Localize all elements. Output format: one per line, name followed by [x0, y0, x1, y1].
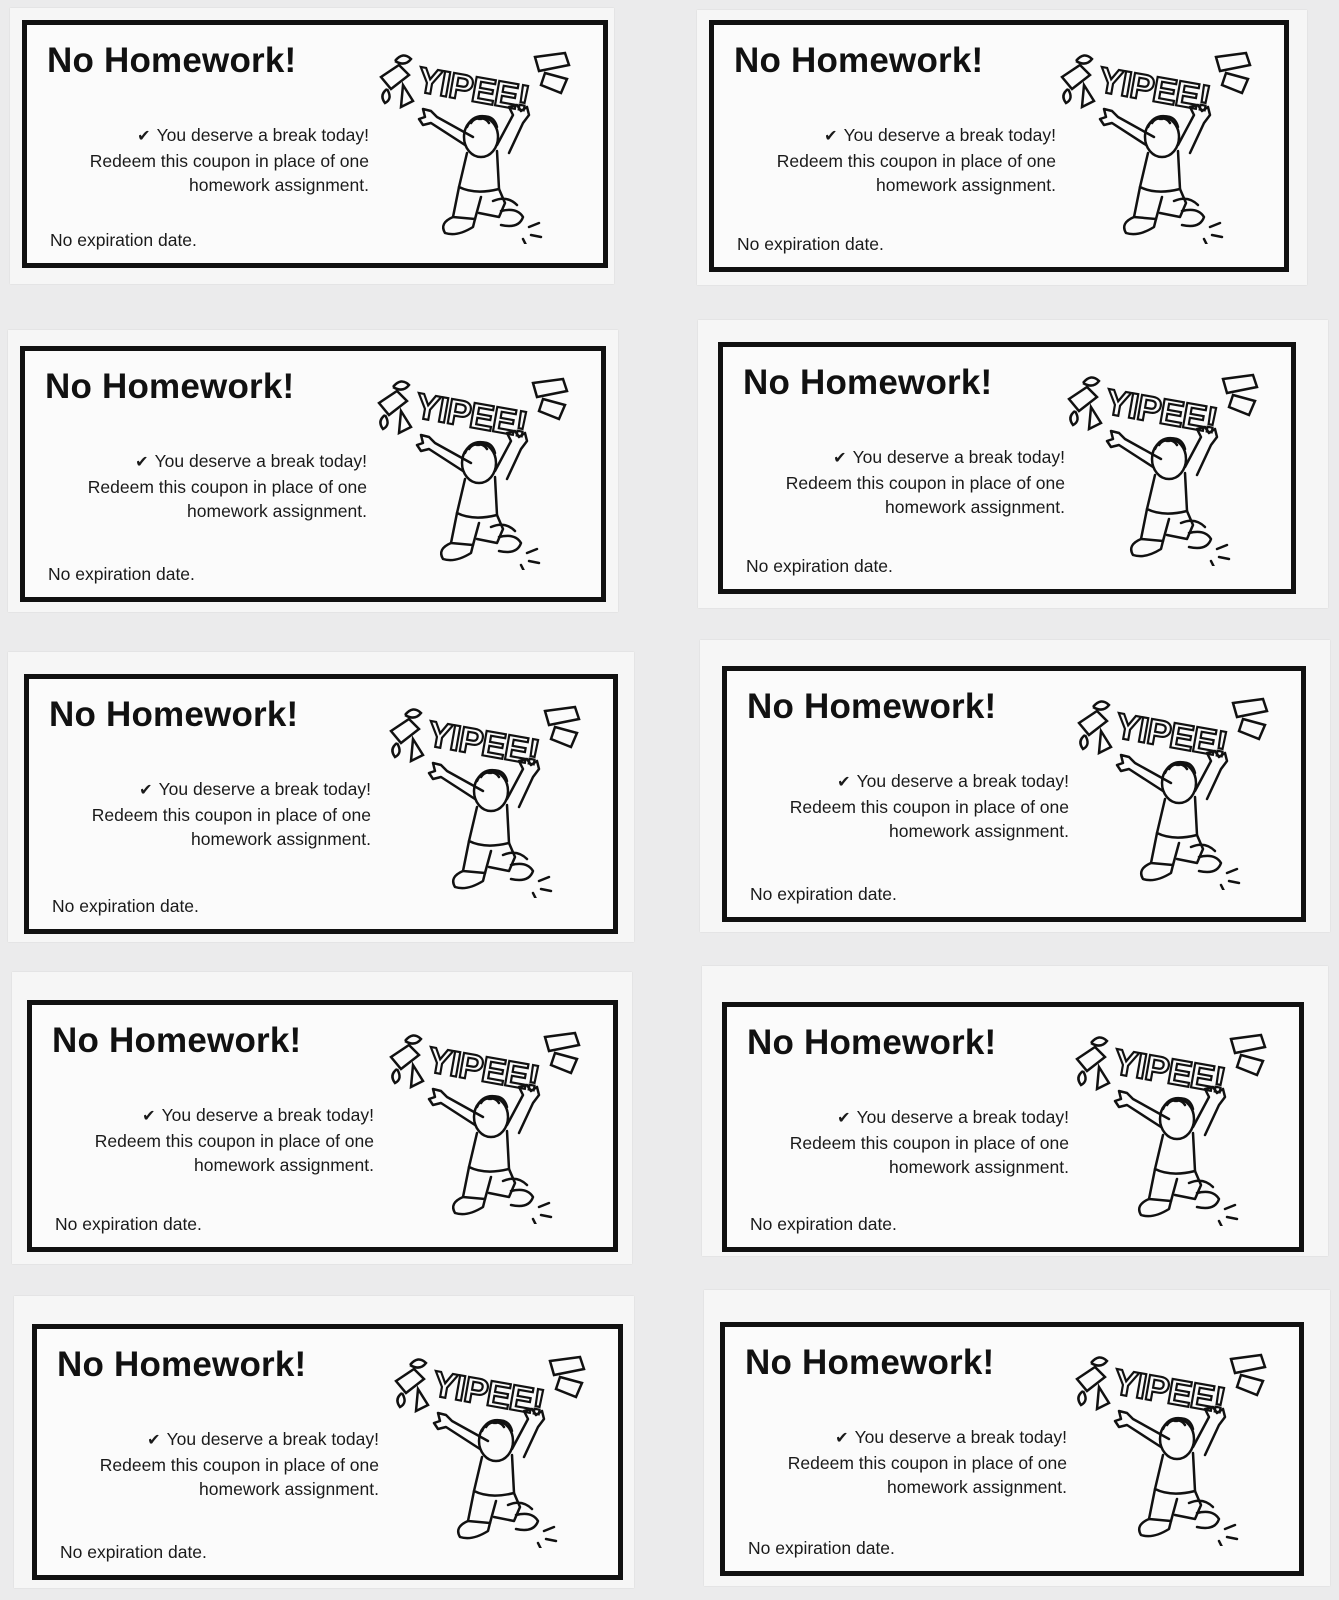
- check-mark-icon: ✔: [837, 774, 851, 791]
- yipee-text: YIPEE!: [1110, 1360, 1228, 1421]
- yipee-text: YIPEE!: [429, 1362, 547, 1423]
- expiration-note: No expiration date.: [60, 1542, 207, 1562]
- expiration-note: No expiration date.: [52, 896, 199, 916]
- coupon-message: You deserve a break today!: [158, 779, 371, 799]
- coupon-title: No Homework!: [57, 1345, 307, 1384]
- check-mark-icon: ✔: [837, 1110, 851, 1127]
- yipee-kid-icon: [373, 39, 583, 244]
- expiration-note: No expiration date.: [750, 1214, 897, 1234]
- coupon-line-2: Redeem this coupon in place of one: [94, 1131, 374, 1151]
- coupon-message: You deserve a break today!: [854, 1427, 1067, 1447]
- coupon-line-3: homework assignment.: [191, 829, 371, 849]
- coupon-line-2: Redeem this coupon in place of one: [776, 151, 1056, 171]
- coupon-body: [736, 123, 1056, 197]
- coupon-title: No Homework!: [747, 1023, 997, 1062]
- yipee-kid-icon: [1071, 685, 1281, 890]
- homework-coupon-8: [722, 1002, 1304, 1252]
- yipee-text: YIPEE!: [1102, 380, 1220, 441]
- coupon-line-3: homework assignment.: [187, 501, 367, 521]
- coupon-message: You deserve a break today!: [161, 1105, 374, 1125]
- homework-coupon-10: [720, 1322, 1304, 1576]
- homework-coupon-9: [32, 1324, 623, 1580]
- homework-coupon-3: [20, 346, 606, 602]
- coupon-line-3: homework assignment.: [887, 1477, 1067, 1497]
- coupon-line-1: [747, 1425, 1067, 1451]
- coupon-message: You deserve a break today!: [856, 771, 1069, 791]
- coupon-title: No Homework!: [52, 1021, 302, 1060]
- check-mark-icon: ✔: [142, 1108, 156, 1125]
- homework-coupon-1: [22, 20, 608, 268]
- coupon-line-1: [749, 1105, 1069, 1131]
- coupon-body: [47, 449, 367, 523]
- coupon-message: You deserve a break today!: [166, 1429, 379, 1449]
- coupon-line-3: homework assignment.: [889, 821, 1069, 841]
- coupon-line-3: homework assignment.: [889, 1157, 1069, 1177]
- coupon-line-3: homework assignment.: [199, 1479, 379, 1499]
- yipee-text: YIPEE!: [412, 384, 530, 445]
- check-mark-icon: ✔: [833, 450, 847, 467]
- coupon-message: You deserve a break today!: [156, 125, 369, 145]
- yipee-text: YIPEE!: [424, 712, 542, 773]
- yipee-kid-icon: [371, 365, 581, 570]
- coupon-title: No Homework!: [49, 695, 299, 734]
- coupon-body: [745, 445, 1065, 519]
- homework-coupon-2: [709, 20, 1289, 272]
- homework-coupon-4: [718, 342, 1296, 594]
- coupon-line-2: Redeem this coupon in place of one: [99, 1455, 379, 1475]
- coupon-line-2: Redeem this coupon in place of one: [91, 805, 371, 825]
- check-mark-icon: ✔: [824, 128, 838, 145]
- coupon-line-3: homework assignment.: [194, 1155, 374, 1175]
- coupon-message: You deserve a break today!: [856, 1107, 1069, 1127]
- coupon-body: [51, 777, 371, 851]
- check-mark-icon: ✔: [139, 782, 153, 799]
- expiration-note: No expiration date.: [750, 884, 897, 904]
- homework-coupon-6: [722, 666, 1306, 922]
- yipee-kid-icon: [383, 1019, 593, 1224]
- coupon-body: [59, 1427, 379, 1501]
- expiration-note: No expiration date.: [50, 230, 197, 250]
- expiration-note: No expiration date.: [748, 1538, 895, 1558]
- coupon-message: You deserve a break today!: [154, 451, 367, 471]
- yipee-kid-icon: [383, 693, 593, 898]
- yipee-kid-icon: [1054, 39, 1264, 244]
- coupon-title: No Homework!: [47, 41, 297, 80]
- homework-coupon-5: [24, 674, 618, 934]
- coupon-line-1: [54, 1103, 374, 1129]
- check-mark-icon: ✔: [835, 1430, 849, 1447]
- coupon-line-3: homework assignment.: [885, 497, 1065, 517]
- coupon-message: You deserve a break today!: [852, 447, 1065, 467]
- yipee-kid-icon: [1069, 1021, 1279, 1226]
- expiration-note: No expiration date.: [746, 556, 893, 576]
- yipee-text: YIPEE!: [414, 58, 532, 119]
- coupon-title: No Homework!: [45, 367, 295, 406]
- coupon-line-2: Redeem this coupon in place of one: [789, 797, 1069, 817]
- homework-coupon-7: [27, 1000, 618, 1252]
- coupon-line-2: Redeem this coupon in place of one: [87, 477, 367, 497]
- coupon-line-1: [51, 777, 371, 803]
- coupon-line-1: [47, 449, 367, 475]
- coupon-line-3: homework assignment.: [189, 175, 369, 195]
- yipee-kid-icon: [388, 1343, 598, 1548]
- expiration-note: No expiration date.: [737, 234, 884, 254]
- coupon-line-2: Redeem this coupon in place of one: [789, 1133, 1069, 1153]
- coupon-line-2: Redeem this coupon in place of one: [89, 151, 369, 171]
- expiration-note: No expiration date.: [48, 564, 195, 584]
- expiration-note: No expiration date.: [55, 1214, 202, 1234]
- coupon-line-3: homework assignment.: [876, 175, 1056, 195]
- coupon-line-2: Redeem this coupon in place of one: [785, 473, 1065, 493]
- coupon-body: [747, 1425, 1067, 1499]
- yipee-kid-icon: [1069, 1341, 1279, 1546]
- coupon-title: No Homework!: [745, 1343, 995, 1382]
- check-mark-icon: ✔: [137, 128, 151, 145]
- coupon-body: [49, 123, 369, 197]
- yipee-text: YIPEE!: [1110, 1040, 1228, 1101]
- coupon-line-1: [745, 445, 1065, 471]
- yipee-kid-icon: [1061, 361, 1271, 566]
- coupon-title: No Homework!: [734, 41, 984, 80]
- coupon-line-2: Redeem this coupon in place of one: [787, 1453, 1067, 1473]
- yipee-text: YIPEE!: [1095, 58, 1213, 119]
- coupon-line-1: [749, 769, 1069, 795]
- check-mark-icon: ✔: [135, 454, 149, 471]
- yipee-text: YIPEE!: [1112, 704, 1230, 765]
- coupon-line-1: [49, 123, 369, 149]
- coupon-body: [749, 1105, 1069, 1179]
- coupon-line-1: [59, 1427, 379, 1453]
- coupon-body: [749, 769, 1069, 843]
- coupon-message: You deserve a break today!: [843, 125, 1056, 145]
- coupon-line-1: [736, 123, 1056, 149]
- coupon-title: No Homework!: [747, 687, 997, 726]
- coupon-title: No Homework!: [743, 363, 993, 402]
- coupon-body: [54, 1103, 374, 1177]
- check-mark-icon: ✔: [147, 1432, 161, 1449]
- yipee-text: YIPEE!: [424, 1038, 542, 1099]
